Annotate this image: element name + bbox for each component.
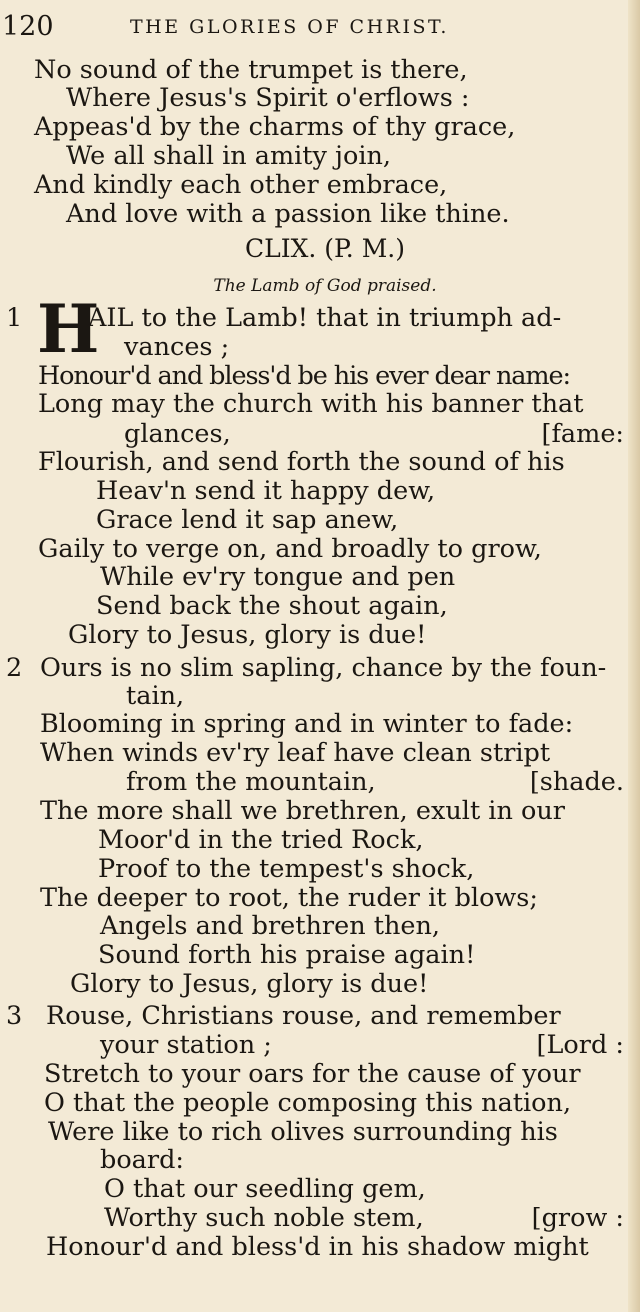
verse-line: Blooming in spring and in winter to fade: (40, 709, 574, 739)
verse-line: Honour'd and bless'd in his shadow might (46, 1232, 589, 1262)
hymn-title: CLIX. (P. M.) (245, 234, 405, 263)
verse-line: Were like to rich olives surrounding his (48, 1117, 558, 1147)
stanza-number: 1 (6, 303, 23, 333)
hymn-subtitle: The Lamb of God praised. (213, 276, 437, 296)
verse-line: Stretch to your oars for the cause of your (44, 1059, 581, 1089)
verse-line: When winds ev'ry leaf have clean stript (40, 738, 551, 768)
drop-cap: H (37, 290, 100, 368)
verse-line: Rouse, Christians rouse, and remember (46, 1001, 561, 1031)
verse-line: Worthy such noble stem, [grow : (104, 1203, 624, 1233)
verse-line: Ours is no slim sapling, chance by the foun- (40, 653, 607, 683)
verse-line: Glory to Jesus, glory is due! (68, 620, 427, 650)
verse-line: Grace lend it sap anew, (96, 505, 399, 535)
verse-line: AIL to the Lamb! that in triumph ad- (88, 303, 562, 333)
verse-line: Glory to Jesus, glory is due! (70, 969, 429, 999)
page-header (0, 10, 640, 44)
verse-line: Honour'd and bless'd be his ever dear name: (38, 361, 570, 391)
verse-line: The deeper to root, the ruder it blows; (40, 883, 538, 913)
verse-line: Long may the church with his banner that (38, 389, 584, 419)
running-title: THE GLORIES OF CHRIST. (130, 16, 449, 38)
stanza-number: 2 (6, 653, 23, 683)
stanza-number: 3 (6, 1001, 23, 1031)
verse-line: tain, (126, 681, 185, 711)
verse-line: from the mountain, [shade. (126, 767, 624, 797)
verse-line: your station ; [Lord : (100, 1030, 624, 1060)
page-number: 120 (2, 11, 54, 42)
verse-line: No sound of the trumpet is there, (34, 55, 468, 85)
verse-line: Gaily to verge on, and broadly to grow, (38, 534, 542, 564)
verse-line: glances, [fame: (124, 419, 624, 449)
verse-line: O that the people composing this nation, (44, 1088, 572, 1118)
verse-line: board: (100, 1145, 184, 1175)
verse-line: And kindly each other embrace, (34, 170, 448, 200)
verse-line: And love with a passion like thine. (66, 199, 510, 229)
verse-line: Send back the shout again, (96, 591, 448, 621)
verse-line: Angels and brethren then, (100, 911, 441, 941)
verse-line: We all shall in amity join, (66, 141, 392, 171)
verse-line: Sound forth his praise again! (98, 940, 476, 970)
verse-line: While ev'ry tongue and pen (100, 562, 456, 592)
verse-line: Where Jesus's Spirit o'erflows : (66, 83, 470, 113)
verse-line: Proof to the tempest's shock, (98, 854, 475, 884)
verse-line: Flourish, and send forth the sound of his (38, 447, 565, 477)
verse-line: O that our seedling gem, (104, 1174, 426, 1204)
verse-line: Appeas'd by the charms of thy grace, (34, 112, 516, 142)
verse-line: Moor'd in the tried Rock, (98, 825, 424, 855)
verse-line: The more shall we brethren, exult in our (40, 796, 565, 826)
verse-line: Heav'n send it happy dew, (96, 476, 436, 506)
verse-line: vances ; (124, 332, 230, 362)
